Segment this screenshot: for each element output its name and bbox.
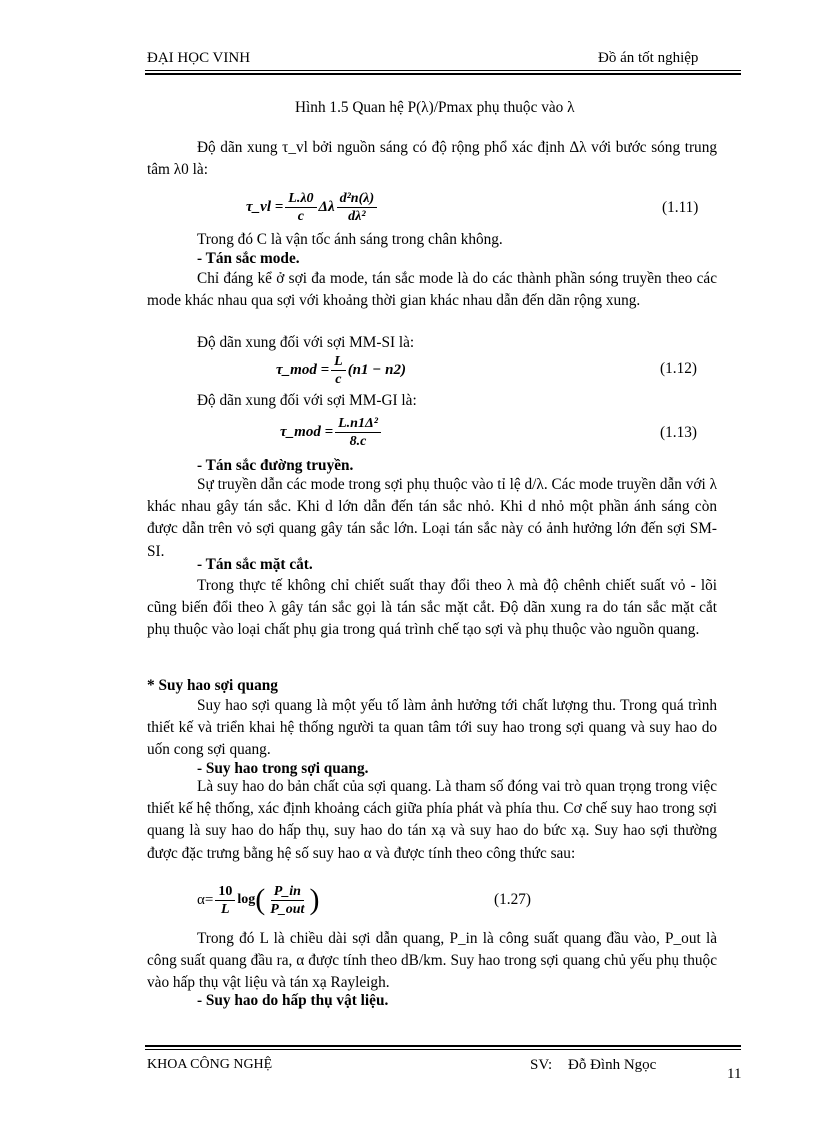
heading-suy-hao-hap-thu: - Suy hao do hấp thụ vật liệu. <box>197 992 389 1009</box>
header-left: ĐẠI HỌC VINH <box>147 50 251 66</box>
eq-111-frac1 <box>285 190 316 225</box>
paragraph-6: Sự truyền dẫn các mode trong sợi phụ thuộc vào tỉ lệ d/λ. Các mode truyền dẫn với λ khác nhau gây tán sắc. Khi d lớn dẫn đến tán sắc nhỏ. Khi d nhỏ một phần ánh sáng còn được dẫn trên vỏ sợi quang gây tán sắc lớn. Loại tán sắc này có ảnh hưởng lớn đến sợi SM-SI. <box>147 476 717 560</box>
equation-1-12 <box>276 351 406 389</box>
eq-113-frac-num: L.n1Δ² <box>335 415 381 433</box>
eq-112-frac-den: c <box>335 371 342 387</box>
eq-111-frac2 <box>337 190 378 225</box>
equation-1-11 <box>246 187 379 227</box>
eq-112-number: (1.12) <box>660 360 697 377</box>
paragraph-4: Độ dãn xung đối với sợi MM-SI là: <box>197 334 415 351</box>
footer-rule-thin <box>145 1049 741 1050</box>
eq-111-frac2-num: d²n(λ) <box>337 190 378 208</box>
footer-sv-label: SV: <box>530 1057 553 1073</box>
eq-112-lhs: τ_mod = <box>276 361 330 378</box>
heading-suy-hao-trong-soi: - Suy hao trong sợi quang. <box>197 760 369 777</box>
eq-127-frac <box>215 883 235 918</box>
heading-tan-sac-mode: - Tán sắc mode. <box>197 250 300 267</box>
eq-111-frac1-den: c <box>297 208 305 224</box>
eq-111-frac1-num: L.λ0 <box>285 190 316 208</box>
footer-left: KHOA CÔNG NGHỆ <box>147 1057 273 1072</box>
equation-1-13 <box>280 413 383 451</box>
header-right: Đồ án tốt nghiệp <box>598 50 699 66</box>
eq-127-inner-den: P_out <box>270 901 305 917</box>
paragraph-3: Chỉ đáng kể ở sợi đa mode, tán sắc mode là do các thành phần sóng truyền theo các mode khác nhau qua sợi với khoảng thời gian khác nhau dẫn đến dãn rộng xung. <box>147 270 717 310</box>
eq-127-frac-den: L <box>221 901 230 917</box>
paragraph-5: Độ dãn xung đối với sợi MM-GI là: <box>197 392 417 409</box>
paragraph-2: Trong đó C là vận tốc ánh sáng trong chân không. <box>197 231 503 248</box>
eq-127-frac-num: 10 <box>215 883 235 901</box>
footer-rule-thick <box>145 1045 741 1047</box>
footer-student-name: Đỗ Đình Ngọc <box>568 1057 657 1073</box>
eq-127-log: log <box>237 892 256 907</box>
eq-127-rparen: ) <box>309 883 320 916</box>
eq-111-frac2-den: dλ² <box>348 208 366 224</box>
eq-112-frac <box>331 353 346 388</box>
heading-tan-sac-duong-truyen: - Tán sắc đường truyền. <box>197 457 354 474</box>
eq-113-lhs: τ_mod = <box>280 423 334 440</box>
paragraph-1: Độ dãn xung τ_vl bởi nguồn sáng có độ rộng phổ xác định Δλ với bước sóng trung tâm λ0 là: <box>147 139 717 179</box>
heading-suy-hao-soi-quang: * Suy hao sợi quang <box>147 677 278 694</box>
eq-113-frac-den: 8.c <box>349 433 367 449</box>
eq-111-lhs: τ_vl = <box>246 198 284 215</box>
eq-127-lhs: α= <box>197 891 214 908</box>
paragraph-7: Trong thực tế không chỉ chiết suất thay đổi theo λ mà độ chênh chiết suất vỏ - lõi cũng biến đổi theo λ gây tán sắc gọi là tán sắc mặt cắt. Độ dãn xung ra do tán sắc mặt cắt phụ thuộc vào loại chất phụ gia trong quá trình chế tạo sợi và phụ thuộc vào nguồn quang. <box>147 577 717 639</box>
heading-tan-sac-mat-cat: - Tán sắc mặt cắt. <box>197 556 313 573</box>
eq-112-frac-num: L <box>331 353 346 371</box>
eq-113-frac <box>335 415 381 450</box>
eq-113-number: (1.13) <box>660 424 697 441</box>
eq-111-number: (1.11) <box>662 199 699 216</box>
eq-111-mid: Δλ <box>318 198 335 215</box>
eq-127-lparen: ( <box>255 883 266 916</box>
eq-112-rest: (n1 − n2) <box>347 361 406 378</box>
eq-127-inner-frac <box>267 883 307 918</box>
header-rule-thick <box>145 73 741 75</box>
paragraph-9: Là suy hao do bản chất của sợi quang. Là tham số đóng vai trò quan trọng trong việc thiết kế hệ thống, xác định khoảng cách giữa phía phát và phía thu. Cơ chế suy hao trong sợi quang là suy hao do hấp thụ, suy hao do tán xạ và suy hao do bức xạ. Suy hao sợi thường được đặc trưng bằng hệ số suy hao α và được tính theo công thức sau: <box>147 778 717 862</box>
header-rule-thin <box>145 70 741 71</box>
paragraph-8: Suy hao sợi quang là một yếu tố làm ảnh hưởng tới chất lượng thu. Trong quá trình thiết kế và triển khai hệ thống người ta quan tâm tới suy hao trong sợi quang và suy hao do uốn cong sợi quang. <box>147 697 717 759</box>
eq-127-inner-num: P_in <box>271 883 304 901</box>
figure-caption: Hình 1.5 Quan hệ P(λ)/Pmax phụ thuộc vào λ <box>295 99 575 116</box>
equation-1-27 <box>197 875 319 925</box>
page-number: 11 <box>727 1066 742 1082</box>
paragraph-10: Trong đó L là chiều dài sợi dẫn quang, P_in là công suất quang đầu vào, P_out là công suất quang đầu ra, α được tính theo dB/km. Suy hao trong sợi quang chủ yếu phụ thuộc vào hấp thụ vật liệu và tán xạ Rayleigh. <box>147 930 717 992</box>
eq-127-number: (1.27) <box>494 891 531 908</box>
